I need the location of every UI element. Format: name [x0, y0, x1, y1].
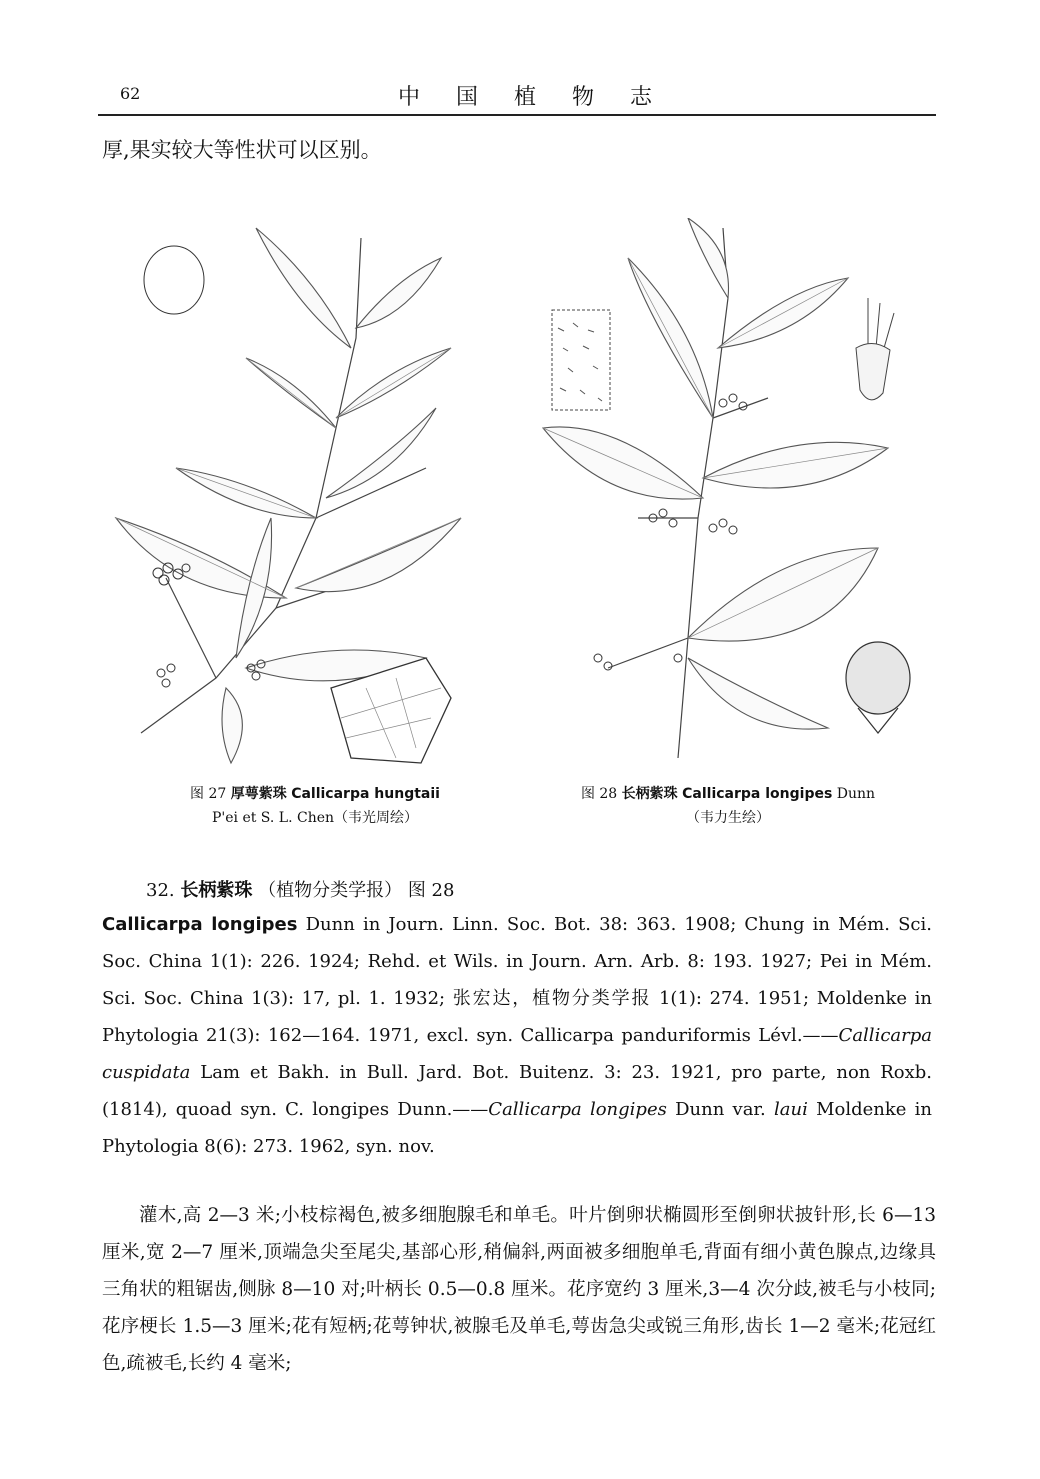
- synonym-name-2: Callicarpa longipes: [488, 1099, 667, 1120]
- page-header: [98, 78, 936, 116]
- leaf: [222, 688, 242, 763]
- species-number: 32.: [146, 880, 175, 901]
- fruit-illustration: [144, 246, 204, 314]
- figure-28-name-cn: 长柄紫珠: [621, 786, 678, 802]
- species-reference: （植物分类学报） 图 28: [258, 880, 455, 901]
- synonymy-text-3: Dunn var.: [666, 1099, 774, 1120]
- figure-27-number: 图 27: [190, 786, 227, 802]
- figure-28-illustration: [538, 218, 923, 768]
- leaf: [688, 548, 878, 641]
- accepted-name: Callicarpa longipes: [102, 914, 298, 935]
- synonymy-text-1: Dunn in Journ. Linn. Soc. Bot. 38: 363. 1908; Chung in Mém. Sci. Soc. China 1(1): 226. 1924; Rehd. et Wils. in Journ. Arn. Arb. 8: 193. 1927; Pei in Mém. Sci. Soc. China 1(3): 17, pl. 1. 1932; 张宏达，植物分类学报 1(1): 274. 1951; Moldenke in Phytologia 21(3): 162—164. 1971, excl. syn. Callicarpa panduriformis Lévl.——: [102, 914, 932, 1046]
- figure-28-number: 图 28: [580, 786, 618, 802]
- figure-28-caption: [548, 782, 908, 830]
- figure-27-caption: [160, 782, 470, 830]
- leaf: [256, 228, 351, 348]
- figure-27-caption-line2: P'ei et S. L. Chen（韦光周绘）: [211, 810, 419, 826]
- species-name: 长柄紫珠: [180, 880, 253, 901]
- figure-27-name-latin: Callicarpa hungtaii: [291, 786, 440, 802]
- leaf: [688, 218, 729, 298]
- leaf: [688, 658, 828, 729]
- running-title: 中国植物志: [398, 85, 689, 110]
- figure-28-name-latin: Callicarpa longipes: [682, 786, 833, 802]
- leaf: [326, 408, 436, 498]
- leaf: [296, 518, 461, 592]
- leaf: [703, 442, 888, 488]
- synonym-variety: laui: [774, 1099, 808, 1120]
- synonym-name-1: Callicarpa cuspidata: [102, 1025, 932, 1083]
- figure-27-illustration: [96, 218, 481, 768]
- figure-27-name-cn: 厚萼紫珠: [230, 786, 287, 802]
- description-paragraph: 灌木,高 2—3 米;小枝棕褐色,被多细胞腺毛和单毛。叶片倒卵状椭圆形至倒卵状披针形,长 6—13 厘米,宽 2—7 厘米,顶端急尖至尾尖,基部心形,稍偏斜,两面被多细胞单毛,背面有细小黄色腺点,边缘具三角状的粗锯齿,侧脉 8—10 对;叶柄长 0.5—0.8 厘米。花序宽约 3 厘米,3—4 次分歧,被毛与小枝同;花序梗长 1.5—3 厘米;花有短柄;花萼钟状,被腺毛及单毛,萼齿急尖或锐三角形,齿长 1—2 毫米;花冠红色,疏被毛,长约 4 毫米;: [102, 1205, 936, 1374]
- figure-28-caption-line2: （韦力生绘）: [686, 810, 770, 826]
- synonymy-paragraph: [102, 906, 932, 1165]
- figure-28-author: Dunn: [836, 786, 876, 802]
- species-heading: [146, 876, 454, 902]
- fruit-detail: [846, 642, 910, 733]
- lead-text: 厚,果实较大等性状可以区别。: [102, 138, 382, 162]
- page-number: 62: [120, 84, 141, 103]
- leaf-surface-inset: [552, 310, 610, 410]
- synonymy-text-2: Lam et Bakh. in Bull. Jard. Bot. Buitenz. 3: 23. 1921, pro parte, non Roxb. (1814), quoad syn. C. longipes Dunn.——: [102, 1062, 932, 1120]
- flower-detail: [856, 298, 894, 400]
- synonymy-text-4: Moldenke in Phytologia 8(6): 273. 1962, syn. nov.: [102, 1099, 932, 1157]
- leaf: [356, 258, 441, 328]
